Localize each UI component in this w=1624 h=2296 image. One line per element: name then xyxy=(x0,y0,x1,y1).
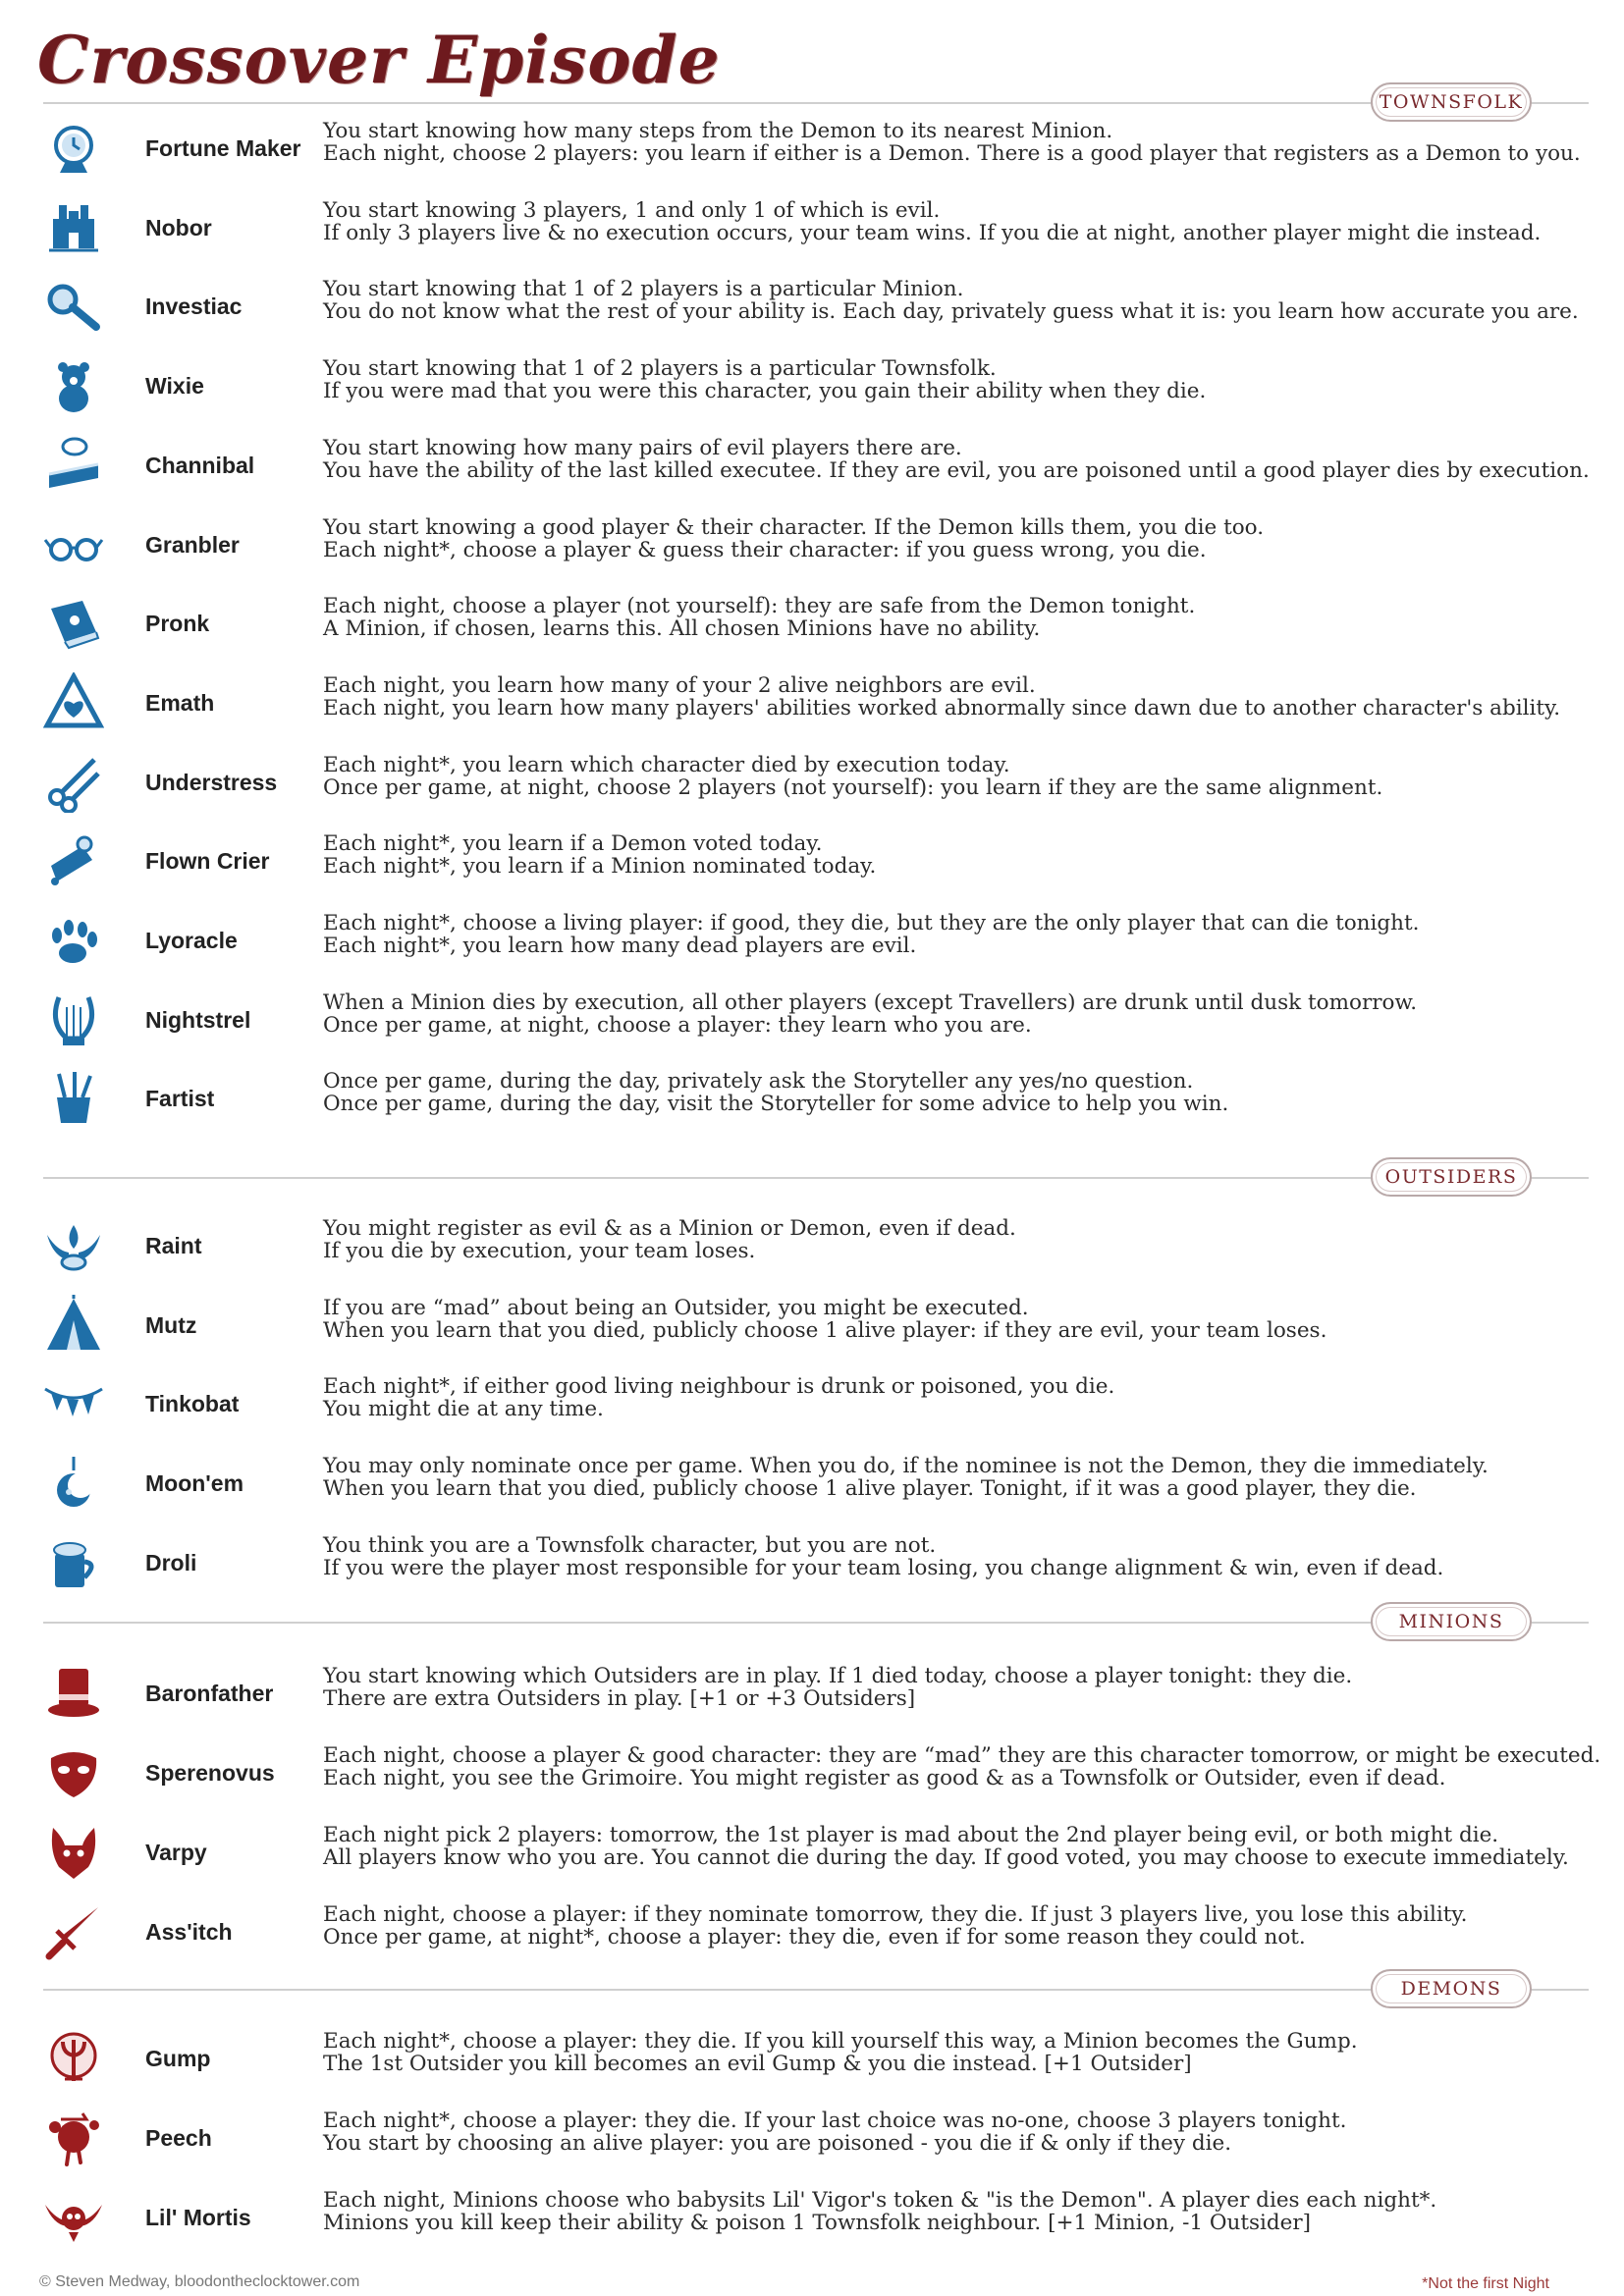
character-row xyxy=(43,2022,1595,2095)
section-label-minions: MINIONS xyxy=(1371,1602,1532,1641)
ability-line: Each night, choose a player: if they nominate tomorrow, they die. If just 3 players live, you lose this ability. xyxy=(323,1902,1468,1927)
ability-line: Each night, choose a player & good character: they are “mad” they are this character tomorrow, or might be executed. xyxy=(323,1743,1601,1768)
character-ability xyxy=(323,120,1581,165)
character-row xyxy=(43,1289,1595,1362)
character-row xyxy=(43,904,1595,977)
character-row xyxy=(43,1736,1601,1809)
ability-line: Each night, choose a player (not yourself): they are safe from the Demon tonight. xyxy=(323,594,1196,619)
ability-line: All players know who you are. You cannot die during the day. If good voted, you may choose to execute immediately. xyxy=(323,1845,1569,1870)
section-divider xyxy=(43,1989,1589,1991)
section-label-outsiders: OUTSIDERS xyxy=(1371,1157,1532,1197)
character-row xyxy=(43,508,1595,581)
character-ability xyxy=(323,912,1420,957)
magnifier-icon xyxy=(43,276,104,337)
ability-line: Each night*, if either good living neighbour is drunk or poisoned, you die. xyxy=(323,1374,1115,1400)
ability-line: Each night*, choose a player: they die. If you kill yourself this way, a Minion becomes the Gump. xyxy=(323,2029,1358,2054)
character-ability xyxy=(323,1217,1016,1262)
character-row xyxy=(43,191,1595,264)
ability-line: Each night*, choose a player & guess their character: if you guess wrong, you die. xyxy=(323,537,1207,562)
character-ability xyxy=(323,832,876,878)
castle-icon xyxy=(43,197,104,258)
chef-pie-icon xyxy=(43,435,104,496)
character-ability xyxy=(323,2030,1358,2075)
character-row xyxy=(43,587,1595,660)
top-hat-icon xyxy=(43,1663,104,1724)
ability-line: You do not know what the rest of your ability is. Each day, privately guess what it is: you learn how accurate you are. xyxy=(323,299,1579,325)
character-name: Lyoracle xyxy=(145,928,238,953)
character-name: Droli xyxy=(145,1549,197,1575)
scissors-icon xyxy=(43,752,104,813)
character-row xyxy=(43,825,1595,897)
character-ability xyxy=(323,1455,1489,1500)
ability-line: If you were the player most responsible for your team losing, you change alignment & win, even if dead. xyxy=(323,1555,1444,1580)
character-name: Nightstrel xyxy=(145,1006,251,1033)
ability-line: Each night*, you learn how many dead players are evil. xyxy=(323,934,917,958)
ability-line: When a Minion dies by execution, all other players (except Travellers) are drunk until dusk tomorrow. xyxy=(323,989,1418,1015)
character-name: Lil' Mortis xyxy=(145,2205,251,2230)
ability-line: When you learn that you died, publicly choose 1 alive player: if they are evil, your team loses. xyxy=(323,1317,1327,1343)
character-ability xyxy=(323,674,1560,720)
tent-icon xyxy=(43,1295,104,1356)
character-ability xyxy=(323,2189,1436,2234)
ability-line: Each night*, you learn which character died by execution today. xyxy=(323,752,1010,777)
ability-line: You have the ability of the last killed executee. If they are evil, you are poisoned until a good player dies by execution. xyxy=(323,457,1590,483)
character-row xyxy=(43,270,1595,343)
section-divider xyxy=(43,1177,1589,1179)
ability-line: You think you are a Townsfolk character, but you are not. xyxy=(323,1532,937,1558)
character-name: Granbler xyxy=(145,531,240,558)
character-row xyxy=(43,2181,1595,2254)
character-ability xyxy=(323,1534,1443,1579)
teddy-bear-icon xyxy=(43,355,104,416)
footer-credit: © Steven Medway, bloodontheclocktower.com xyxy=(39,2273,360,2290)
character-ability xyxy=(323,1375,1114,1420)
demon-face-icon xyxy=(43,1822,104,1883)
ability-line: You might die at any time. xyxy=(323,1397,604,1422)
character-ability xyxy=(323,2109,1346,2155)
character-ability xyxy=(323,1070,1228,1115)
ability-line: You start knowing a good player & their character. If the Demon kills them, you die too. xyxy=(323,514,1265,540)
ability-line: Once per game, during the day, privately ask the Storyteller any yes/no question. xyxy=(323,1069,1194,1095)
footer-note: *Not the first Night xyxy=(1422,2275,1549,2292)
character-name: Nobor xyxy=(145,214,212,240)
character-name: Wixie xyxy=(145,373,204,400)
ability-line: Each night*, you learn if a Demon voted today. xyxy=(323,831,823,857)
character-row xyxy=(43,1062,1595,1135)
character-row xyxy=(43,429,1595,502)
ability-line: You start knowing how many steps from the Demon to its nearest Minion. xyxy=(323,119,1113,143)
character-ability xyxy=(323,1744,1600,1789)
character-ability xyxy=(323,1824,1569,1869)
character-row xyxy=(43,112,1595,185)
character-row xyxy=(43,746,1595,819)
ability-line: Each night*, choose a living player: if good, they die, but they are the only player that can die tonight. xyxy=(323,911,1420,935)
character-name: Ass'itch xyxy=(145,1919,233,1945)
character-name: Sperenovus xyxy=(145,1760,275,1786)
ability-line: Minions you kill keep their ability & poison 1 Townsfolk neighbour. [+1 Minion, -1 Outsider] xyxy=(323,2211,1312,2235)
character-name: Moon'em xyxy=(145,1470,244,1497)
character-name: Emath xyxy=(145,689,215,716)
ability-line: If only 3 players live & no execution occurs, your team wins. If you die at night, another player might die instead. xyxy=(323,220,1542,245)
ability-line: If you were mad that you were this character, you gain their ability when they die. xyxy=(323,379,1207,404)
character-name: Baronfather xyxy=(145,1681,274,1706)
section-label-townsfolk: TOWNSFOLK xyxy=(1371,82,1532,122)
character-row xyxy=(43,349,1595,422)
ability-line: Each night, you learn how many players' abilities worked abnormally since dawn due to another character's ability. xyxy=(323,695,1561,721)
character-name: Flown Crier xyxy=(145,848,270,875)
glasses-icon xyxy=(43,514,104,575)
ability-line: You start knowing how many pairs of evil players there are. xyxy=(323,435,962,460)
character-ability xyxy=(323,1297,1326,1342)
clock-icon xyxy=(43,118,104,179)
section-header-outsiders xyxy=(43,1157,1589,1197)
character-row xyxy=(43,1526,1595,1599)
blood-splat-icon xyxy=(43,2108,104,2168)
ability-line: You start knowing 3 players, 1 and only 1 of which is evil. xyxy=(323,197,941,223)
ability-line: Once per game, at night, choose a player: they learn who you are. xyxy=(323,1012,1032,1038)
ability-line: Each night, you learn how many of your 2 alive neighbors are evil. xyxy=(323,672,1036,698)
lyre-icon xyxy=(43,989,104,1050)
character-name: Mutz xyxy=(145,1311,197,1338)
character-row xyxy=(43,2102,1595,2174)
ability-line: Each night, Minions choose who babysits Lil' Vigor's token & "is the Demon". A player dies each night*. xyxy=(323,2188,1437,2213)
winged-flame-icon xyxy=(43,1215,104,1276)
ability-line: Once per game, during the day, visit the Storyteller for some advice to help you win. xyxy=(323,1092,1229,1117)
character-name: Raint xyxy=(145,1233,202,1258)
character-name: Understress xyxy=(145,769,278,795)
character-name: Fortune Maker xyxy=(145,135,301,161)
ability-line: Each night*, choose a player: they die. If your last choice was no-one, choose 3 players tonight. xyxy=(323,2109,1347,2133)
character-name: Gump xyxy=(145,2046,211,2071)
ability-line: Once per game, at night*, choose a player: they die, even if for some reason they could not. xyxy=(323,1925,1306,1949)
bunting-icon xyxy=(43,1373,104,1434)
character-row xyxy=(43,1816,1595,1889)
character-ability xyxy=(323,357,1206,402)
ability-line: If you are “mad” about being an Outsider, you might be executed. xyxy=(323,1295,1029,1320)
page-title: Crossover Episode xyxy=(37,22,721,98)
ability-line: Each night pick 2 players: tomorrow, the 1st player is mad about the 2nd player being evil, or both might die. xyxy=(323,1823,1499,1847)
section-header-minions xyxy=(43,1602,1589,1641)
ability-line: There are extra Outsiders in play. [+1 or +3 Outsiders] xyxy=(323,1686,916,1711)
character-name: Varpy xyxy=(145,1840,207,1865)
character-ability xyxy=(323,1665,1352,1710)
ability-line: The 1st Outsider you kill becomes an evil Gump & you die instead. [+1 Outsider] xyxy=(323,2052,1192,2076)
character-ability xyxy=(323,199,1541,244)
ability-line: Each night, choose 2 players: you learn if either is a Demon. There is a good player that registers as a Demon to you. xyxy=(323,141,1581,166)
ability-line: You start knowing that 1 of 2 players is a particular Minion. xyxy=(323,277,964,302)
paint-bucket-icon xyxy=(43,1068,104,1129)
character-row xyxy=(43,984,1595,1056)
mug-icon xyxy=(43,1532,104,1593)
dagger-icon xyxy=(43,1901,104,1962)
ability-line: A Minion, if chosen, learns this. All chosen Minions have no ability. xyxy=(323,616,1041,642)
ability-line: You may only nominate once per game. When you do, if the nominee is not the Demon, they die immediately. xyxy=(323,1454,1489,1479)
ability-line: You might register as evil & as a Minion or Demon, even if dead. xyxy=(323,1216,1016,1241)
section-divider xyxy=(43,102,1589,104)
ability-line: You start by choosing an alive player: you are poisoned - you die if & only if they die. xyxy=(323,2131,1232,2156)
character-ability xyxy=(323,278,1579,323)
character-name: Peech xyxy=(145,2125,212,2151)
moon-pendant-icon xyxy=(43,1453,104,1514)
ability-line: You start knowing that 1 of 2 players is a particular Townsfolk. xyxy=(323,356,997,382)
ability-line: Each night, you see the Grimoire. You might register as good & as a Townsfolk or Outsider, even if dead. xyxy=(323,1766,1446,1790)
character-name: Fartist xyxy=(145,1086,215,1112)
section-label-demons: DEMONS xyxy=(1371,1969,1532,2008)
character-row xyxy=(43,667,1595,739)
section-divider xyxy=(43,1622,1589,1624)
character-name: Investiac xyxy=(145,294,243,320)
ability-line: Each night*, you learn if a Minion nominated today. xyxy=(323,854,877,880)
character-row xyxy=(43,1209,1595,1282)
character-ability xyxy=(323,437,1590,482)
character-row xyxy=(43,1367,1595,1440)
triangle-heart-icon xyxy=(43,672,104,733)
ability-line: You start knowing which Outsiders are in play. If 1 died today, choose a player tonight: they die. xyxy=(323,1664,1353,1688)
character-name: Channibal xyxy=(145,452,255,478)
character-name: Pronk xyxy=(145,611,210,637)
winged-skull-icon xyxy=(43,2187,104,2248)
character-ability xyxy=(323,754,1382,799)
character-row xyxy=(43,1447,1595,1520)
paw-icon xyxy=(43,910,104,971)
character-ability xyxy=(323,516,1264,561)
ability-line: If you die by execution, your team loses. xyxy=(323,1239,756,1263)
character-row xyxy=(43,1896,1595,1968)
trident-icon xyxy=(43,2028,104,2089)
character-ability xyxy=(323,595,1195,640)
character-ability xyxy=(323,991,1417,1037)
ability-line: Once per game, at night, choose 2 players (not yourself): you learn if they are the same alignment. xyxy=(323,774,1383,800)
character-ability xyxy=(323,1903,1467,1949)
ability-line: When you learn that you died, publicly choose 1 alive player. Tonight, if it was a good player, they die. xyxy=(323,1476,1417,1502)
character-row xyxy=(43,1657,1595,1730)
bell-icon xyxy=(43,830,104,891)
book-icon xyxy=(43,593,104,654)
character-name: Tinkobat xyxy=(145,1391,240,1417)
section-header-demons xyxy=(43,1969,1589,2008)
mask-icon xyxy=(43,1742,104,1803)
